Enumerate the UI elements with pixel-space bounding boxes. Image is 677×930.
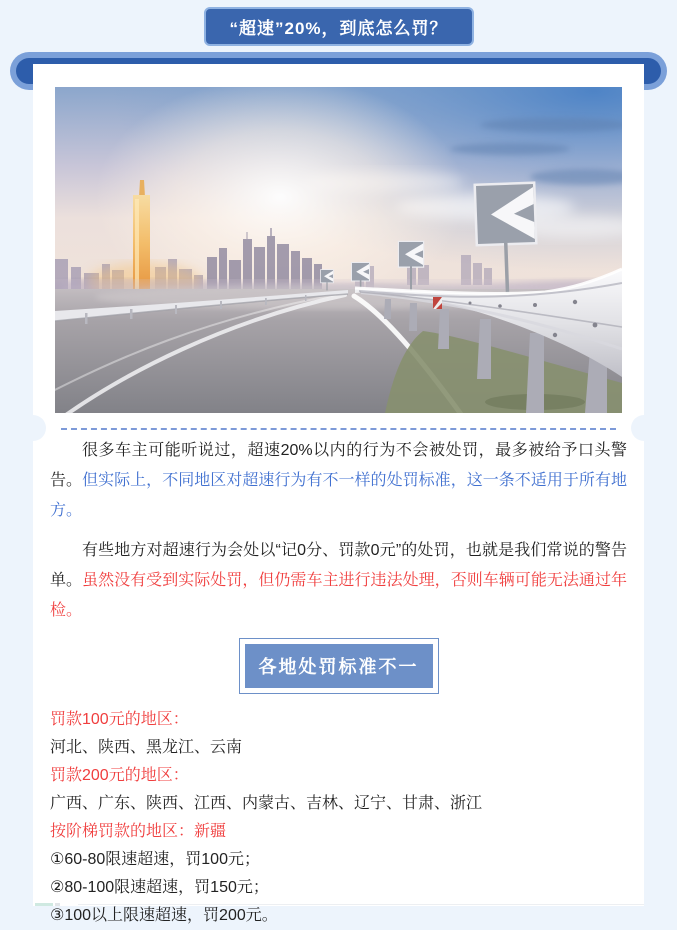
golden-tower: [133, 180, 150, 291]
page-title: “超速”20%，到底怎么罚？: [229, 19, 448, 38]
fine-list: [50, 706, 627, 930]
section-header-label: 各地处罚标准不一: [245, 644, 433, 688]
fine-list-item: 广西、广东、陕西、江西、内蒙古、吉林、辽宁、甘肃、浙江: [50, 795, 483, 812]
paragraph-1: [50, 436, 627, 526]
section-header-badge: [239, 638, 439, 694]
title-banner: [203, 7, 473, 46]
fine-list-item: 罚款100元的地区：: [50, 711, 189, 728]
dashed-separator: [61, 428, 616, 430]
fine-list-item: ②80-100限速超速，罚150元；: [50, 879, 269, 896]
paragraph-2-dark-text: 有些地方对超速行为会处以“记0分、罚款0元”的处罚，也就是我们常说的警告单。: [50, 542, 627, 589]
content-card: [33, 64, 644, 924]
paragraph-1-dark-text: 很多车主可能听说过，超速20%以内的行为不会被处罚，最多被给予口头警告。: [50, 442, 627, 489]
bottom-edge-line: [78, 904, 644, 905]
rail-red-marker: [433, 297, 442, 309]
paragraph-1-blue-text: 但实际上，不同地区对超速行为有不一样的处罚标准，这一条不适用于所有地方。: [50, 472, 627, 519]
fine-list-item: 按阶梯罚款的地区：新疆: [50, 823, 227, 840]
notch-right: [631, 415, 657, 441]
fine-list-item: 河北、陕西、黑龙江、云南: [50, 739, 243, 756]
fine-list-item: 罚款200元的地区：: [50, 767, 189, 784]
paragraph-2-red-text: 虽然没有受到实际处罚，但仍需车主进行违法处理，否则车辆可能无法通过年检。: [50, 572, 627, 619]
notch-left: [20, 415, 46, 441]
paragraph-2: [50, 536, 627, 626]
fine-list-item: ③100以上限速超速，罚200元。: [50, 907, 278, 924]
fine-list-item: ①60-80限速超速，罚100元；: [50, 851, 260, 868]
highway-photo: [55, 87, 622, 413]
section-header-row: [33, 638, 644, 694]
